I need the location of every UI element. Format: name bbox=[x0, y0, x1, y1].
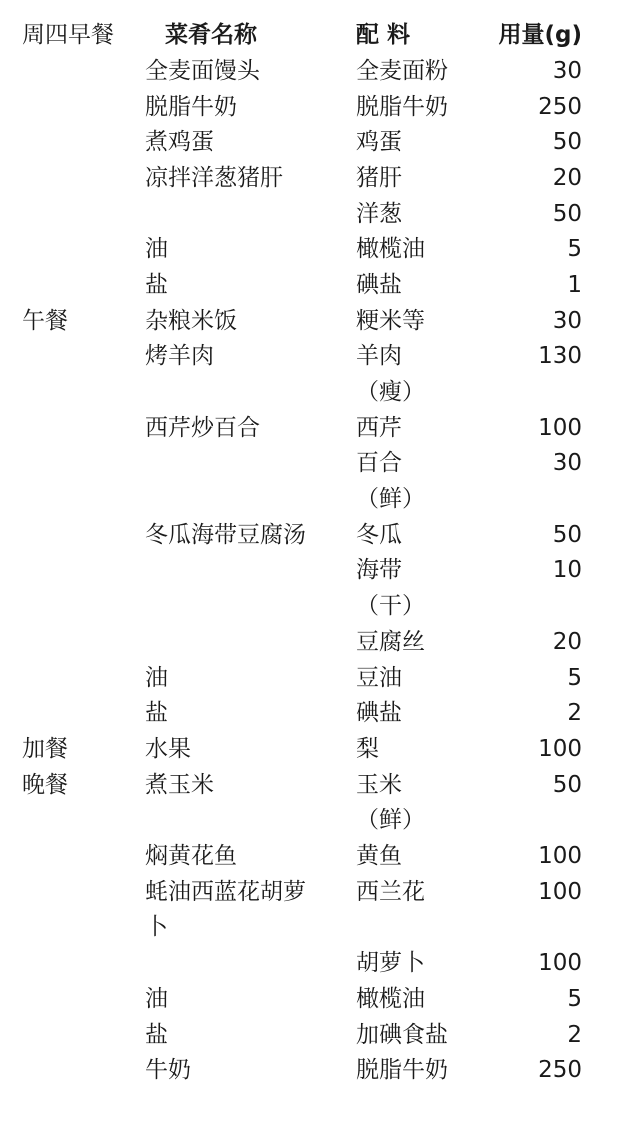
table-row bbox=[0, 1052, 640, 1088]
table-row bbox=[0, 838, 640, 874]
dish-cell: 盐 bbox=[145, 700, 168, 726]
table-header bbox=[0, 17, 640, 53]
amount-column-header: 用量(g) bbox=[498, 22, 582, 48]
ingredient-cell: 海带 bbox=[356, 557, 402, 583]
amount-cell: 100 bbox=[538, 879, 582, 905]
ingredient-cell: 粳米等 bbox=[356, 308, 425, 334]
meal-cell: 加餐 bbox=[22, 736, 68, 762]
ingredient-cell: 碘盐 bbox=[356, 700, 402, 726]
ingredient-column-header: 配 料 bbox=[356, 22, 411, 48]
ingredient-cell: 豆油 bbox=[356, 665, 402, 691]
amount-cell: 250 bbox=[538, 1057, 582, 1083]
ingredient-cell: 羊肉 bbox=[356, 343, 402, 369]
ingredient-cell: （鲜） bbox=[356, 807, 425, 833]
amount-cell: 50 bbox=[552, 201, 582, 227]
dish-cell: 盐 bbox=[145, 1022, 168, 1048]
table-row bbox=[0, 624, 640, 660]
table-row bbox=[0, 267, 640, 303]
dish-cell: 水果 bbox=[145, 736, 191, 762]
dish-cell: 煮鸡蛋 bbox=[145, 129, 214, 155]
dish-cell: 凉拌洋葱猪肝 bbox=[145, 165, 283, 191]
ingredient-cell: 西芹 bbox=[356, 415, 402, 441]
dish-cell: 盐 bbox=[145, 272, 168, 298]
ingredient-cell: 加碘食盐 bbox=[356, 1022, 448, 1048]
ingredient-cell: 梨 bbox=[356, 736, 379, 762]
meal-cell: 晚餐 bbox=[22, 772, 68, 798]
ingredient-cell: 鸡蛋 bbox=[356, 129, 402, 155]
amount-cell: 30 bbox=[552, 308, 582, 334]
dish-cell: 全麦面馒头 bbox=[145, 58, 260, 84]
ingredient-cell: 猪肝 bbox=[356, 165, 402, 191]
amount-cell: 30 bbox=[552, 58, 582, 84]
dish-cell: 脱脂牛奶 bbox=[145, 94, 237, 120]
table-row bbox=[0, 909, 640, 945]
dish-cell: 油 bbox=[145, 665, 168, 691]
dish-column-header: 菜肴名称 bbox=[165, 22, 257, 48]
dish-cell: 煮玉米 bbox=[145, 772, 214, 798]
table-row bbox=[0, 695, 640, 731]
table-row bbox=[0, 767, 640, 803]
table-row bbox=[0, 874, 640, 910]
dish-cell: 油 bbox=[145, 236, 168, 262]
amount-cell: 100 bbox=[538, 736, 582, 762]
dish-cell: 焖黄花鱼 bbox=[145, 843, 237, 869]
dish-cell: 油 bbox=[145, 986, 168, 1012]
ingredient-cell: 胡萝卜 bbox=[356, 950, 425, 976]
amount-cell: 20 bbox=[552, 165, 582, 191]
amount-cell: 10 bbox=[552, 557, 582, 583]
table-row bbox=[0, 981, 640, 1017]
ingredient-cell: 脱脂牛奶 bbox=[356, 94, 448, 120]
ingredient-cell: 橄榄油 bbox=[356, 986, 425, 1012]
table-row bbox=[0, 552, 640, 588]
amount-cell: 100 bbox=[538, 950, 582, 976]
amount-cell: 30 bbox=[552, 450, 582, 476]
amount-cell: 20 bbox=[552, 629, 582, 655]
amount-cell: 50 bbox=[552, 772, 582, 798]
table-row bbox=[0, 303, 640, 339]
table-row bbox=[0, 445, 640, 481]
dish-cell: 烤羊肉 bbox=[145, 343, 214, 369]
table-row bbox=[0, 53, 640, 89]
table-row bbox=[0, 945, 640, 981]
dish-cell: 杂粮米饭 bbox=[145, 308, 237, 334]
table-row bbox=[0, 89, 640, 125]
amount-cell: 2 bbox=[567, 1022, 582, 1048]
meal-header: 周四早餐 bbox=[22, 22, 114, 48]
ingredient-cell: 脱脂牛奶 bbox=[356, 1057, 448, 1083]
ingredient-cell: （瘦） bbox=[356, 379, 425, 405]
table-row bbox=[0, 124, 640, 160]
dish-cell: 冬瓜海带豆腐汤 bbox=[145, 522, 306, 548]
amount-cell: 50 bbox=[552, 522, 582, 548]
table-row bbox=[0, 1017, 640, 1053]
meal-cell: 午餐 bbox=[22, 308, 68, 334]
ingredient-cell: 百合 bbox=[356, 450, 402, 476]
ingredient-cell: 洋葱 bbox=[356, 201, 402, 227]
amount-cell: 5 bbox=[567, 236, 582, 262]
ingredient-cell: 碘盐 bbox=[356, 272, 402, 298]
dish-cell: 西芹炒百合 bbox=[145, 415, 260, 441]
ingredient-cell: 冬瓜 bbox=[356, 522, 402, 548]
ingredient-cell: 黄鱼 bbox=[356, 843, 402, 869]
amount-cell: 130 bbox=[538, 343, 582, 369]
dish-cell: 蚝油西蓝花胡萝 bbox=[145, 879, 306, 905]
ingredient-cell: 西兰花 bbox=[356, 879, 425, 905]
amount-cell: 5 bbox=[567, 665, 582, 691]
amount-cell: 5 bbox=[567, 986, 582, 1012]
amount-cell: 100 bbox=[538, 843, 582, 869]
ingredient-cell: （鲜） bbox=[356, 486, 425, 512]
table-row bbox=[0, 160, 640, 196]
amount-cell: 250 bbox=[538, 94, 582, 120]
ingredient-cell: 玉米 bbox=[356, 772, 402, 798]
table-row bbox=[0, 196, 640, 232]
table-row bbox=[0, 374, 640, 410]
table-row bbox=[0, 802, 640, 838]
table-row bbox=[0, 481, 640, 517]
dish-cell: 卜 bbox=[145, 914, 168, 940]
table-row bbox=[0, 410, 640, 446]
ingredient-cell: （干） bbox=[356, 593, 425, 619]
amount-cell: 2 bbox=[567, 700, 582, 726]
ingredient-cell: 橄榄油 bbox=[356, 236, 425, 262]
table-row bbox=[0, 231, 640, 267]
ingredient-cell: 豆腐丝 bbox=[356, 629, 425, 655]
amount-cell: 100 bbox=[538, 415, 582, 441]
table-row bbox=[0, 731, 640, 767]
table-row bbox=[0, 588, 640, 624]
dish-cell: 牛奶 bbox=[145, 1057, 191, 1083]
table-row bbox=[0, 517, 640, 553]
amount-cell: 50 bbox=[552, 129, 582, 155]
table-row bbox=[0, 338, 640, 374]
amount-cell: 1 bbox=[567, 272, 582, 298]
ingredient-cell: 全麦面粉 bbox=[356, 58, 448, 84]
table-row bbox=[0, 660, 640, 696]
